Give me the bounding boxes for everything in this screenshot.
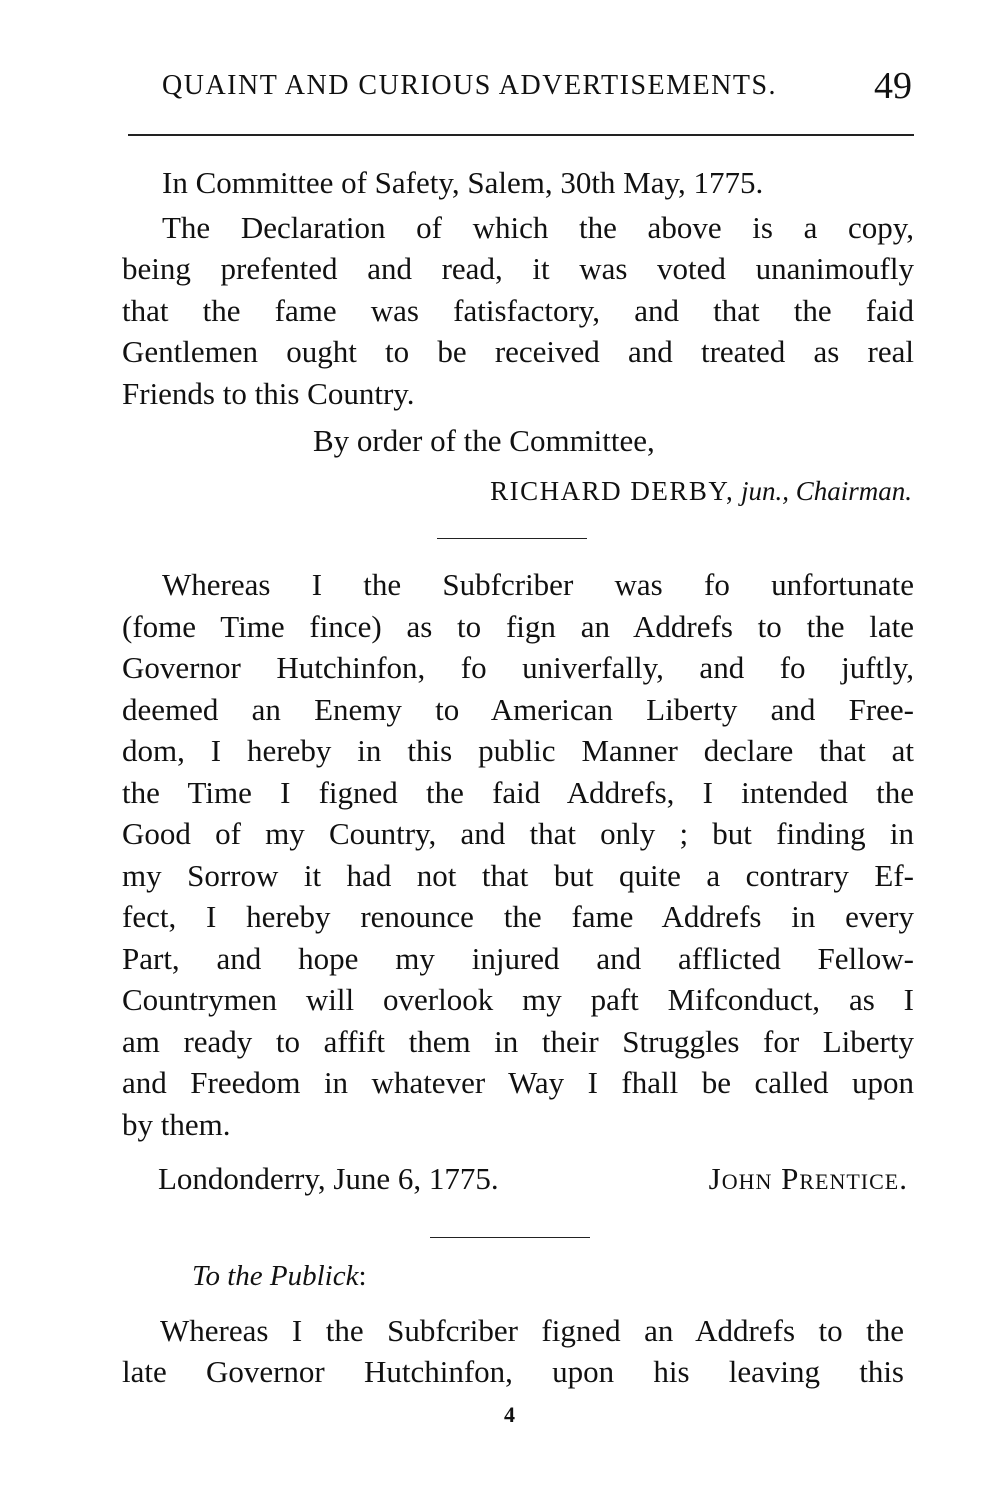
place-date: Londonderry, June 6, 1775. (158, 1161, 499, 1196)
paragraph-line: am ready to affift them in their Struggles for Liberty (122, 1024, 914, 1059)
paragraph-line: deemed an Enemy to American Liberty and Free- (122, 692, 914, 727)
paragraph-line: Friends to this Country. (122, 376, 415, 411)
paragraph-line: by them. (122, 1107, 231, 1142)
paragraph-line: Gentlemen ought to be received and treated as real (122, 334, 914, 369)
signer-name: John Prentice. (708, 1161, 908, 1196)
paragraph-line: (fome Time fince) as to fign an Addrefs to the late (122, 609, 914, 644)
chairman-suffix: jun., (740, 476, 789, 506)
page-number: 49 (874, 65, 912, 107)
paragraph-line: Countrymen will overlook my paft Mifconduct, as I (122, 982, 914, 1017)
paragraph-line: that the fame was fatisfactory, and that the faid (122, 293, 914, 328)
chairman-name: RICHARD DERBY, (490, 476, 735, 506)
running-header (162, 65, 912, 107)
paragraph-line: late Governor Hutchinfon, upon his leaving this (122, 1354, 904, 1389)
section-divider (437, 538, 587, 539)
publick-heading-colon: : (358, 1260, 367, 1292)
paragraph-line: Whereas I the Subfcriber was fo unfortunate (162, 567, 914, 602)
header-rule (128, 134, 914, 136)
paragraph-line: being prefented and read, it was voted unanimoufly (122, 251, 914, 286)
chairman-title: Chairman. (795, 476, 912, 506)
paragraph-line: The Declaration of which the above is a copy, (162, 210, 914, 245)
chairman-signature (490, 475, 912, 507)
publick-heading (192, 1258, 367, 1294)
paragraph-line: fect, I hereby renounce the fame Addrefs in every (122, 899, 914, 934)
paragraph-line: the Time I figned the faid Addrefs, I intended the (122, 775, 914, 810)
running-title: QUAINT AND CURIOUS ADVERTISEMENTS. (162, 70, 778, 101)
paragraph-line: my Sorrow it had not that but quite a contrary Ef- (122, 858, 914, 893)
publick-heading-text: To the Publick (192, 1260, 359, 1292)
paragraph-line: Whereas I the Subfcriber figned an Addrefs to the (160, 1313, 904, 1348)
paragraph-line: Good of my Country, and that only ; but finding in (122, 816, 914, 851)
paragraph-line: Part, and hope my injured and afflicted Fellow- (122, 941, 914, 976)
committee-dateline: In Committee of Safety, Salem, 30th May, 1775. (162, 165, 764, 200)
paragraph-line: and Freedom in whatever Way I fhall be called upon (122, 1065, 914, 1100)
committee-order: By order of the Committee, (313, 423, 655, 458)
signature-mark: 4 (504, 1402, 515, 1427)
paragraph-line: dom, I hereby in this public Manner declare that at (122, 733, 914, 768)
paragraph-line: Governor Hutchinfon, fo univerfally, and fo juftly, (122, 650, 914, 685)
section-divider (430, 1237, 590, 1238)
